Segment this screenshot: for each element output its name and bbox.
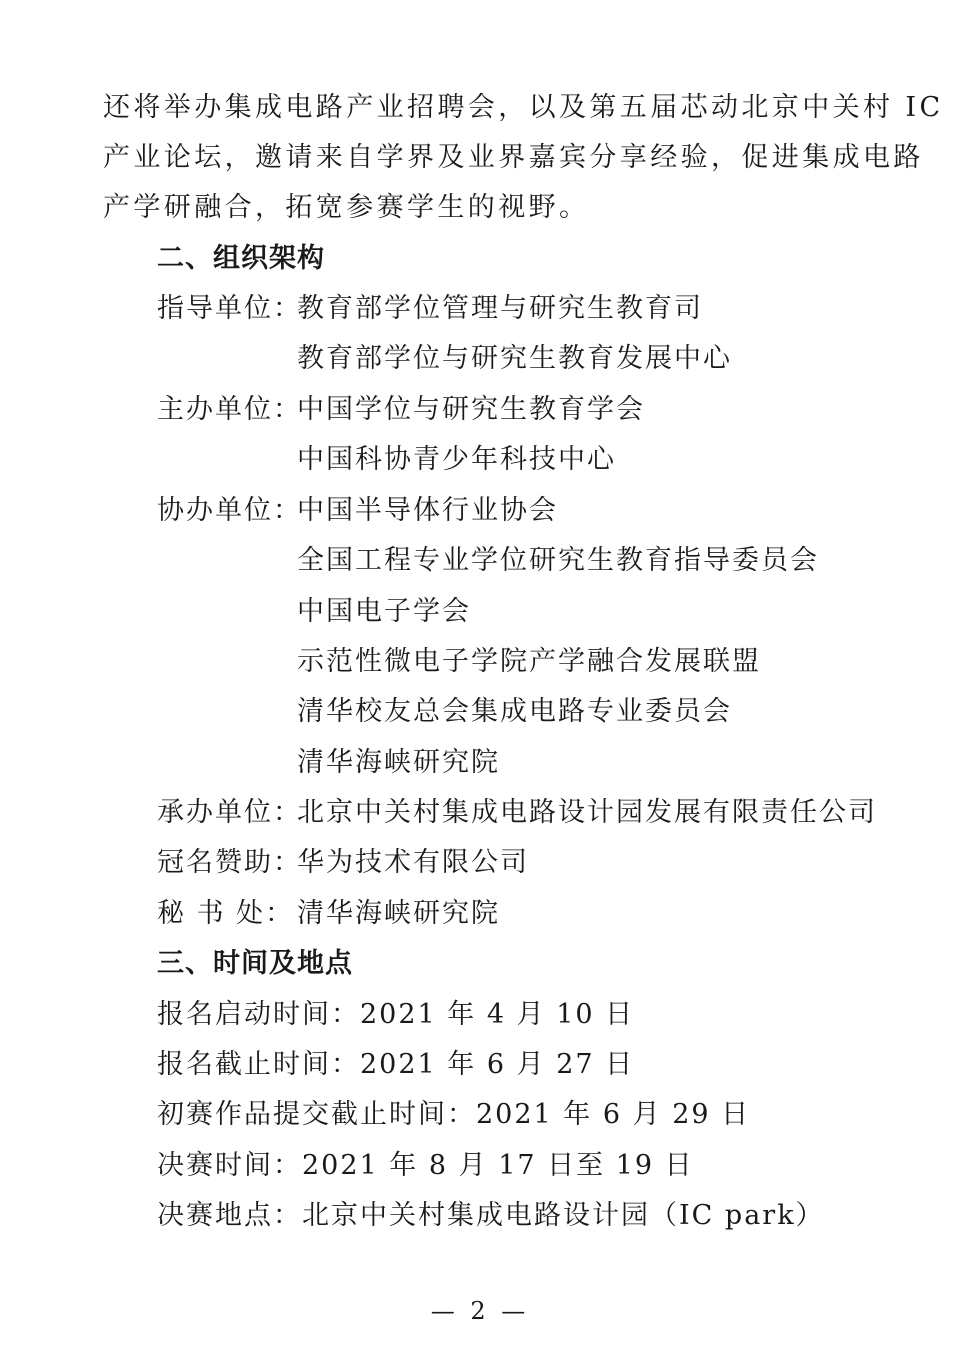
intro-line-1: 还将举办集成电路产业招聘会，以及第五届芯动北京中关村 IC [103, 92, 944, 123]
organizer-unit: 北京中关村集成电路设计园发展有限责任公司 [297, 797, 877, 828]
page-number: — 2 — [430, 1297, 530, 1325]
final-venue: 决赛地点：北京中关村集成电路设计园（IC park） [157, 1200, 825, 1231]
sponsor-label: 冠名赞助： [157, 847, 302, 878]
co-unit-1: 中国半导体行业协会 [297, 495, 558, 526]
co-unit-3: 中国电子学会 [297, 596, 471, 627]
co-unit-4: 示范性微电子学院产学融合发展联盟 [297, 646, 761, 677]
intro-line-2: 产业论坛，邀请来自学界及业界嘉宾分享经验，促进集成电路 [103, 142, 924, 173]
co-unit-2: 全国工程专业学位研究生教育指导委员会 [297, 545, 819, 576]
co-unit-5: 清华校友总会集成电路专业委员会 [297, 696, 732, 727]
co-label: 协办单位： [157, 495, 302, 526]
co-unit-6: 清华海峡研究院 [297, 747, 500, 778]
registration-deadline: 报名截止时间：2021 年 6 月 27 日 [157, 1049, 635, 1080]
guide-unit-1: 教育部学位管理与研究生教育司 [297, 293, 703, 324]
intro-line-3: 产学研融合，拓宽参赛学生的视野。 [103, 192, 590, 223]
guide-unit-2: 教育部学位与研究生教育发展中心 [297, 343, 732, 374]
preliminary-deadline: 初赛作品提交截止时间：2021 年 6 月 29 日 [157, 1099, 751, 1130]
host-unit-2: 中国科协青少年科技中心 [297, 444, 616, 475]
host-unit-1: 中国学位与研究生教育学会 [297, 394, 645, 425]
section-heading-time-place: 三、时间及地点 [157, 948, 353, 979]
section-heading-organization: 二、组织架构 [157, 243, 325, 274]
host-label: 主办单位： [157, 394, 302, 425]
secretariat-label: 秘 书 处： [157, 898, 295, 929]
sponsor-unit: 华为技术有限公司 [297, 847, 529, 878]
secretariat-unit: 清华海峡研究院 [297, 898, 500, 929]
organizer-label: 承办单位： [157, 797, 302, 828]
registration-start: 报名启动时间：2021 年 4 月 10 日 [157, 999, 635, 1030]
final-time: 决赛时间：2021 年 8 月 17 日至 19 日 [157, 1150, 694, 1181]
guide-label: 指导单位： [157, 293, 302, 324]
